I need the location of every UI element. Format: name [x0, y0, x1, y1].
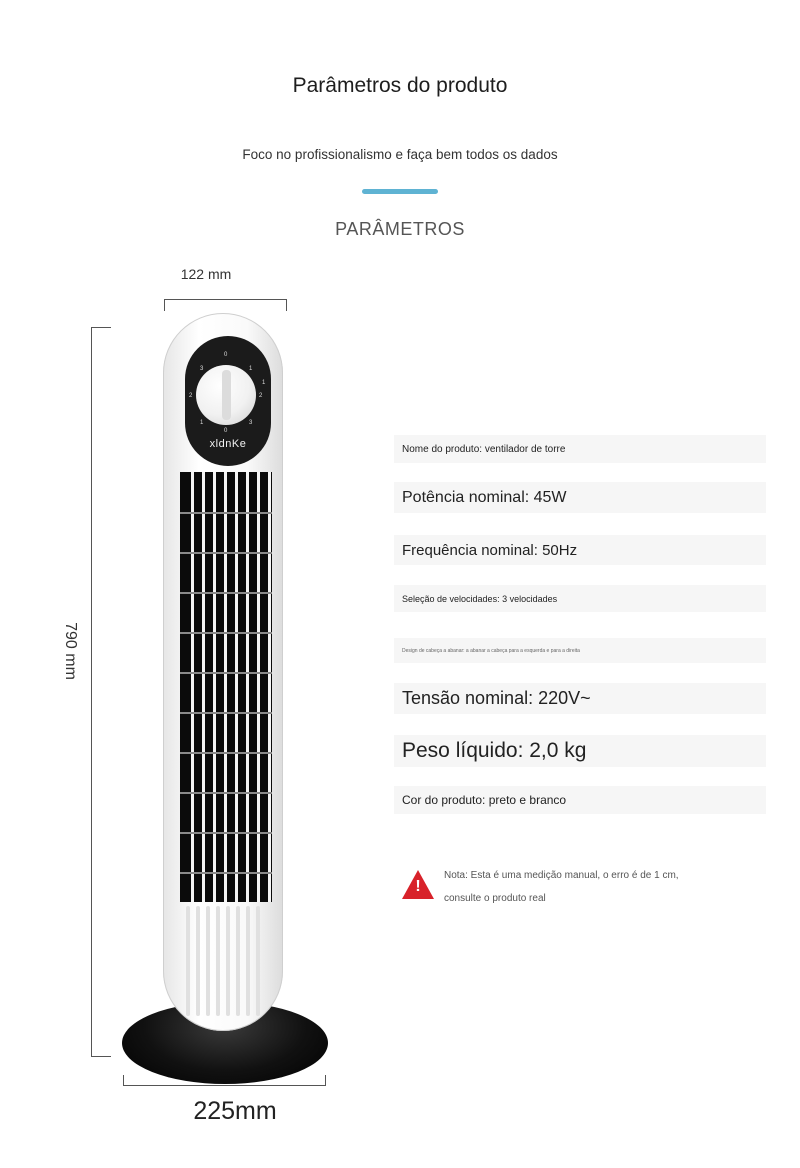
width-dimension-label: 122 mm [180, 266, 232, 282]
dial-mark: 1 [200, 420, 204, 426]
brand-logo: xldnKe [209, 438, 247, 450]
rib [186, 906, 190, 1016]
dial-mark: 1 [262, 380, 266, 386]
grille-rail [180, 832, 272, 834]
accent-divider [362, 189, 438, 194]
rib [246, 906, 250, 1016]
dial-mark: 3 [249, 420, 253, 426]
height-dimension-tick-bottom [91, 1056, 111, 1057]
dial-mark: 0 [224, 428, 228, 434]
base-dimension-label: 225mm [193, 1097, 277, 1125]
rib [216, 906, 220, 1016]
height-dimension-line [91, 327, 92, 1056]
rib [196, 906, 200, 1016]
page-title: Parâmetros do produto [292, 74, 508, 97]
grille-bar [191, 472, 194, 902]
base-dimension-line [123, 1085, 326, 1086]
page-subtitle: Foco no profissionalismo e faça bem todos os dados [242, 147, 558, 162]
grille-bar [235, 472, 238, 902]
spec-speed-selection: Seleção de velocidades: 3 velocidades [394, 585, 766, 612]
width-dimension-tick-left [164, 299, 165, 311]
spec-rated-frequency: Frequência nominal: 50Hz [394, 535, 766, 565]
spec-rated-voltage: Tensão nominal: 220V~ [394, 683, 766, 714]
grille-bar [268, 472, 271, 902]
dial-mark: 3 [200, 366, 204, 372]
speed-knob-grip [222, 370, 231, 420]
spec-product-name: Nome do produto: ventilador de torre [394, 435, 766, 463]
lower-intake-ribs [180, 906, 272, 1022]
grille-rail [180, 752, 272, 754]
spec-net-weight: Peso líquido: 2,0 kg [394, 735, 766, 767]
grille-rail [180, 552, 272, 554]
width-dimension-line [164, 299, 287, 300]
dial-mark: 2 [259, 393, 263, 399]
grille-bar [246, 472, 249, 902]
note-line-1: Nota: Esta é uma medição manual, o erro é de 1 cm, [444, 870, 679, 881]
spec-oscillation: Design de cabeça a abanar: a abanar a cabeça para a esquerda e para a direita [394, 638, 766, 663]
air-outlet-grille [180, 472, 272, 902]
section-title: PARÂMETROS [335, 219, 465, 239]
grille-bar [257, 472, 260, 902]
grille-rail [180, 792, 272, 794]
spec-rated-power: Potência nominal: 45W [394, 482, 766, 513]
rib [226, 906, 230, 1016]
grille-rail [180, 712, 272, 714]
warning-icon-mark: ! [415, 878, 421, 895]
grille-bar [202, 472, 205, 902]
base-dimension-tick-left [123, 1075, 124, 1086]
rib [256, 906, 260, 1016]
width-dimension-tick-right [286, 299, 287, 311]
grille-rail [180, 872, 272, 874]
rib [206, 906, 210, 1016]
grille-rail [180, 512, 272, 514]
grille-rail [180, 632, 272, 634]
dial-mark: 0 [224, 352, 228, 358]
rib [236, 906, 240, 1016]
dial-mark: 1 [249, 366, 253, 372]
spec-color: Cor do produto: preto e branco [394, 786, 766, 814]
note-line-2: consulte o produto real [444, 893, 546, 904]
base-dimension-tick-right [325, 1075, 326, 1086]
grille-rail [180, 672, 272, 674]
grille-bar [213, 472, 216, 902]
height-dimension-tick-top [91, 327, 111, 328]
height-dimension-label: 790 mm [62, 622, 79, 680]
dial-mark: 2 [189, 393, 193, 399]
grille-rail [180, 592, 272, 594]
grille-bar [224, 472, 227, 902]
